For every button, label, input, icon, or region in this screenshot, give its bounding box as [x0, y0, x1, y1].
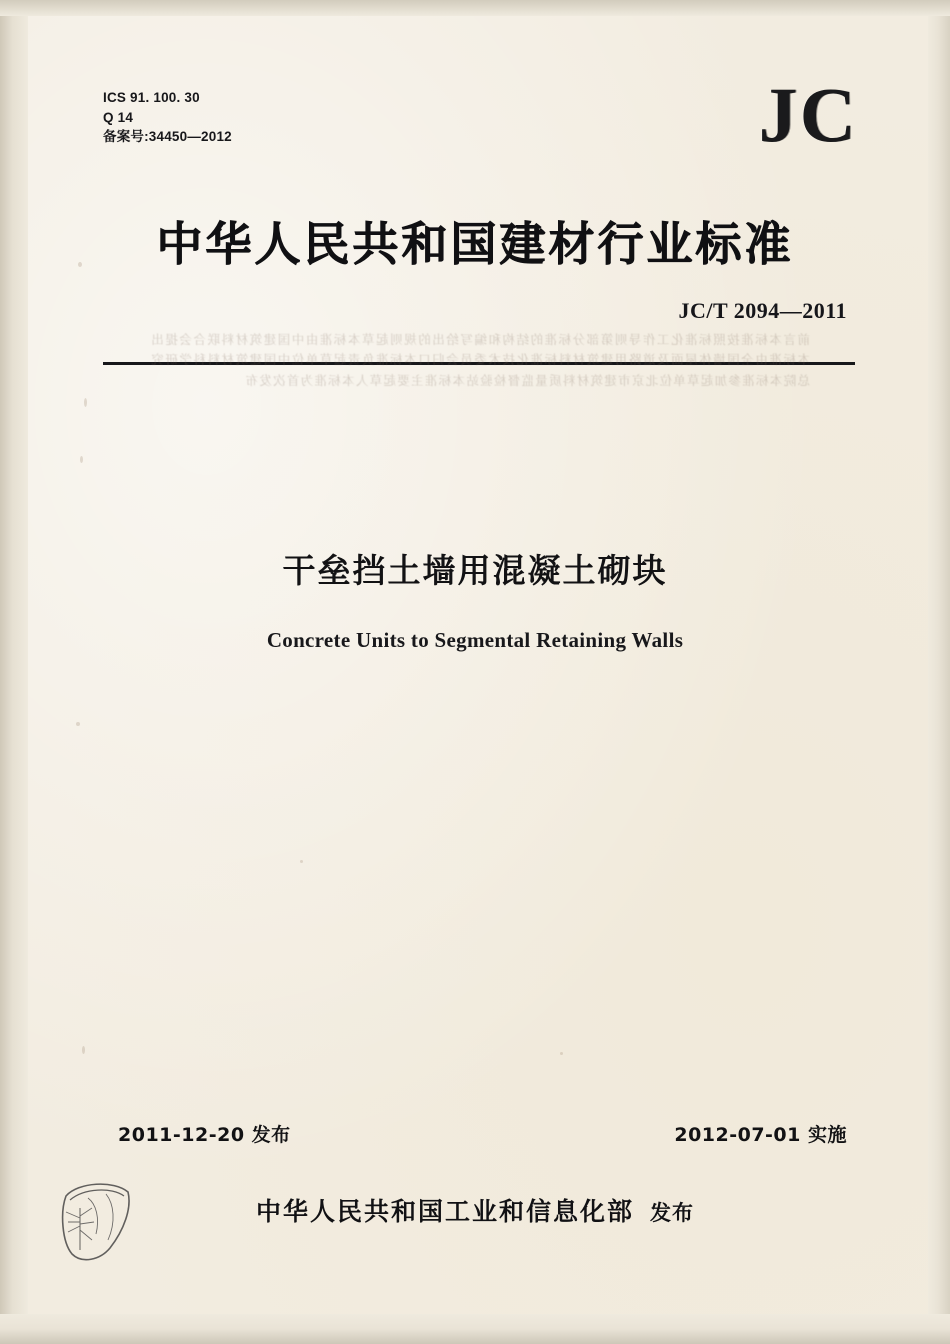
scan-speck: [560, 1052, 563, 1055]
seal-emblem-icon: [58, 1178, 136, 1270]
bleed-through-text: 前言本标准按照标准化工作导则第部分标准的结构和编写给出的规则起草本标准由中国建筑材料联合会提出本标准由全国墙体屋面及道路用建筑材料标准化技术委员会归口本标准负责起草单位中国建筑材料科学研究总院本标准参加起草单位北京市建筑材料质量监督检验站本标准主要起草人本标准为首次发布: [150, 332, 810, 388]
page-title: 中华人民共和国建材行业标准: [156, 217, 794, 271]
ics-code: ICS 91. 100. 30: [103, 90, 200, 105]
classification-code: Q 14: [103, 109, 134, 125]
standard-number: JC/T 2094—2011: [678, 298, 847, 323]
ics-block: [103, 88, 232, 147]
publisher-line: [0, 1192, 950, 1228]
record-number: 备案号:34450—2012: [103, 129, 232, 145]
publisher-verb: 发布: [650, 1201, 694, 1225]
subject-title-chinese: 干垒挡土墙用混凝土砌块: [282, 551, 668, 590]
publisher-name: 中华人民共和国工业和信息化部: [255, 1197, 634, 1226]
issue-date: 2011-12-20 发布: [118, 1124, 291, 1146]
jc-logo: JC: [758, 71, 858, 158]
effective-date: 2012-07-01 实施: [674, 1124, 847, 1146]
scan-speck: [300, 860, 303, 863]
scan-speck: [76, 722, 80, 726]
scan-speck: [84, 398, 87, 407]
scan-speck: [78, 262, 82, 267]
scan-speck: [82, 1046, 85, 1054]
scan-speck: [80, 456, 83, 463]
subject-title-english: Concrete Units to Segmental Retaining Walls: [266, 628, 684, 652]
horizontal-divider: [103, 362, 855, 365]
